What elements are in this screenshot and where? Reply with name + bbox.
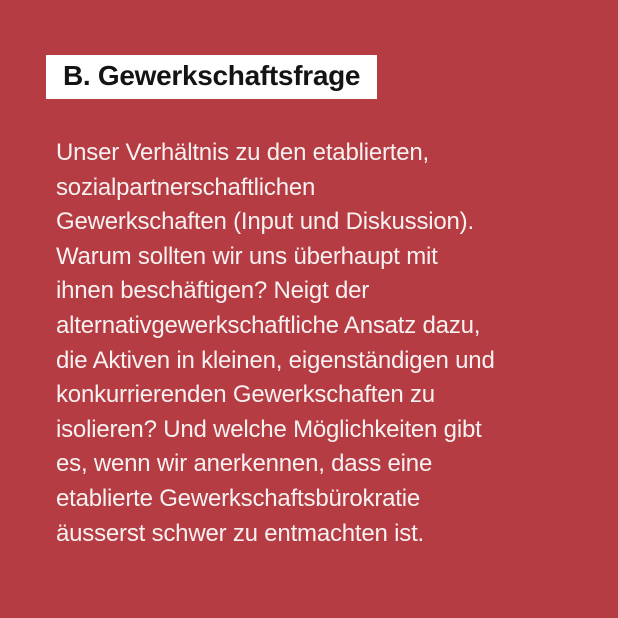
slide-body [56,136,495,551]
body-line: konkurrierenden Gewerkschaften zu [56,381,435,409]
body-line: Warum sollten wir uns überhaupt mit [56,242,438,270]
body-line: die Aktiven in kleinen, eigenständigen und [56,346,495,374]
body-line: isolieren? Und welche Möglichkeiten gibt [56,415,482,443]
slide-title: B. Gewerkschaftsfrage [63,60,361,91]
body-line: alternativgewerkschaftliche Ansatz dazu, [56,311,481,339]
body-line: sozialpartnerschaftlichen [56,173,316,201]
body-line: etablierte Gewerkschaftsbürokratie [56,484,421,512]
body-line: Unser Verhältnis zu den etablierten, [56,139,430,166]
body-line: äusserst schwer zu entmachten ist. [56,519,425,547]
body-line: ihnen beschäftigen? Neigt der [56,277,370,305]
body-line: Gewerkschaften (Input und Diskussion). [56,208,474,236]
title-box [46,55,377,99]
body-line: es, wenn wir anerkennen, dass eine [56,450,433,478]
